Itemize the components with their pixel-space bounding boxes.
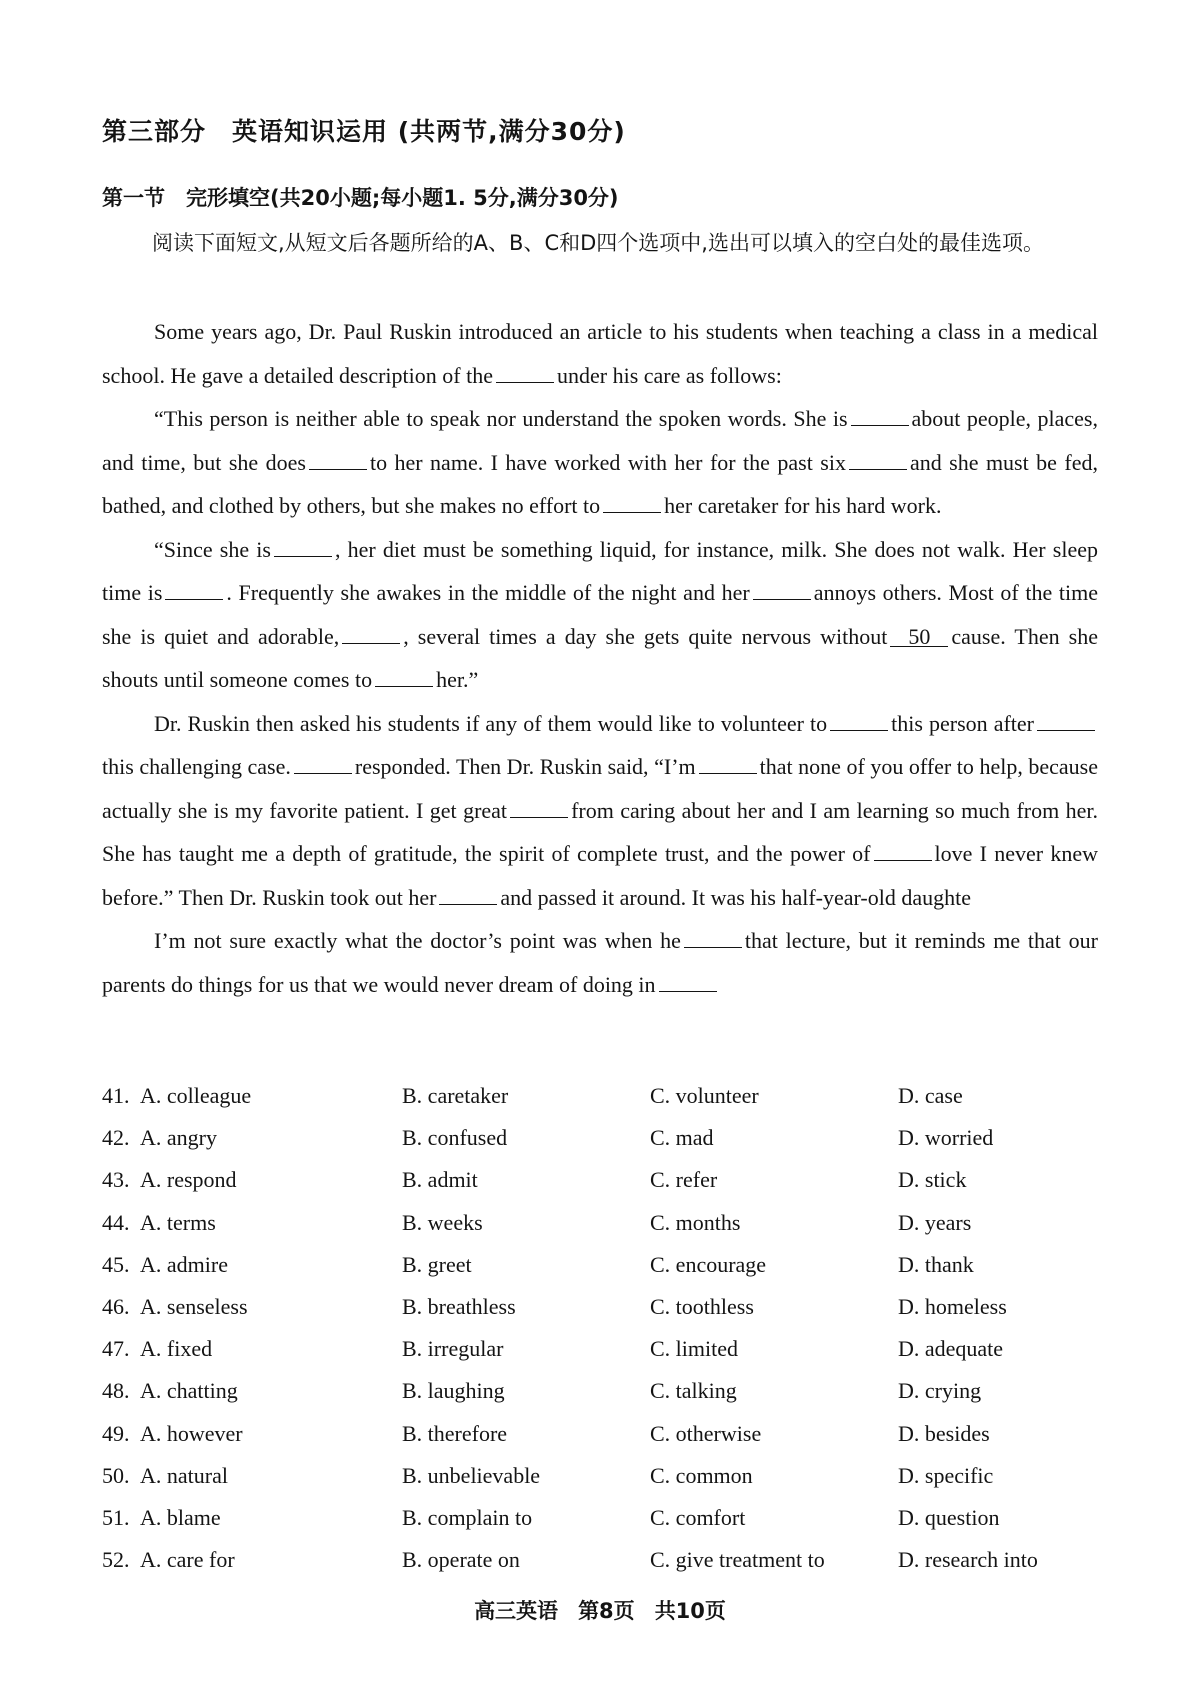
option-d: D. case xyxy=(898,1083,963,1108)
question-number: 48. xyxy=(102,1378,130,1404)
blank-53 xyxy=(1037,730,1095,731)
footer-page-number: 第8页 xyxy=(578,1599,635,1623)
footer-subject: 高三英语 xyxy=(474,1599,559,1623)
blank-55 xyxy=(699,773,757,774)
question-number: 45. xyxy=(102,1251,130,1277)
blank-50: 50 xyxy=(890,628,948,647)
blank-56 xyxy=(510,817,568,818)
option-b: B. complain to xyxy=(402,1504,533,1530)
option-b: B. caretaker xyxy=(402,1083,509,1108)
blank-48 xyxy=(753,599,811,600)
option-c: C. encourage xyxy=(650,1251,767,1277)
option-d: D. stick xyxy=(898,1167,967,1193)
blank-42 xyxy=(851,425,909,426)
passage-paragraph-1: Some years ago, Dr. Paul Ruskin introduced an article to his students when teaching a class in a medical school. He gave a detailed description of the under his care as follows: xyxy=(102,319,1098,388)
option-c: C. volunteer xyxy=(650,1083,759,1108)
options-list xyxy=(102,1083,1102,1589)
option-d: D. adequate xyxy=(898,1336,1004,1362)
option-b: B. admit xyxy=(402,1167,478,1193)
option-row-49 xyxy=(102,1421,1102,1463)
option-d: D. crying xyxy=(898,1378,982,1404)
option-a: A. however xyxy=(140,1420,243,1446)
option-c: C. limited xyxy=(650,1336,738,1362)
question-number: 49. xyxy=(102,1420,130,1446)
question-number: 42. xyxy=(102,1125,130,1151)
blank-45 xyxy=(603,512,661,513)
option-row-48 xyxy=(102,1378,1102,1420)
option-c: C. common xyxy=(650,1462,753,1488)
question-number: 46. xyxy=(102,1293,130,1319)
blank-58 xyxy=(439,904,497,905)
question-number: 50. xyxy=(102,1462,130,1488)
option-row-50 xyxy=(102,1463,1102,1505)
option-d: D. question xyxy=(898,1504,1000,1530)
blank-54 xyxy=(294,773,352,774)
option-d: D. thank xyxy=(898,1251,974,1277)
option-b: B. breathless xyxy=(402,1293,516,1319)
option-c: C. talking xyxy=(650,1378,737,1404)
blank-59 xyxy=(684,947,742,948)
passage-paragraph-5: I’m not sure exactly what the doctor’s point was when he that lecture, but it reminds me that our parents do things for us that we would never dream of doing in xyxy=(102,928,1098,997)
option-c: C. refer xyxy=(650,1167,718,1193)
option-d: D. besides xyxy=(898,1420,990,1446)
instructions: 阅读下面短文,从短文后各题所给的A、B、C和D四个选项中,选出可以填入的空白处的最佳选项。 xyxy=(152,231,1044,255)
option-row-41 xyxy=(102,1083,1102,1125)
option-a: A. care for xyxy=(140,1547,235,1573)
question-number: 43. xyxy=(102,1167,130,1193)
blank-43 xyxy=(309,469,367,470)
page-footer xyxy=(0,1595,1200,1625)
option-row-45 xyxy=(102,1252,1102,1294)
option-row-46 xyxy=(102,1294,1102,1336)
blank-60 xyxy=(659,991,717,992)
option-a: A. chatting xyxy=(140,1378,238,1404)
option-b: B. confused xyxy=(402,1125,508,1151)
option-a: A. respond xyxy=(140,1167,237,1193)
footer-total-pages: 共10页 xyxy=(654,1599,726,1623)
blank-52 xyxy=(830,730,888,731)
part-title: 第三部分 英语知识运用 (共两节,满分30分) xyxy=(102,117,626,146)
option-row-43 xyxy=(102,1167,1102,1209)
passage-paragraph-4: Dr. Ruskin then asked his students if any of them would like to volunteer to this person afterthis challenging case. responded. Then Dr. Ruskin said, “I’m that none of you offer to help, because actually she is my favorite patient. I get great from caring about her and I am learning so much from her. She has taught me a depth of gratitude, the spirit of complete trust, and the power of love I never knew before.” Then Dr. Ruskin took out her and passed it around. It was his half-year-old daughte xyxy=(102,710,1099,910)
option-row-44 xyxy=(102,1210,1102,1252)
passage-paragraph-2: “This person is neither able to speak nor understand the spoken words. She is about people, places, and time, but she does to her name. I have worked with her for the past six and she must be fed, bathed, and clothed by others, but she makes no effort to her caretaker for his hard work. xyxy=(102,406,1098,518)
option-b: B. weeks xyxy=(402,1209,483,1235)
option-a: A. admire xyxy=(140,1251,228,1277)
option-a: A. fixed xyxy=(140,1336,213,1362)
option-b: B. irregular xyxy=(402,1336,504,1362)
option-row-52 xyxy=(102,1547,1102,1589)
question-number: 51. xyxy=(102,1504,130,1530)
option-b: B. operate on xyxy=(402,1547,520,1573)
option-row-42 xyxy=(102,1125,1102,1167)
option-row-51 xyxy=(102,1505,1102,1547)
option-d: D. homeless xyxy=(898,1293,1007,1319)
blank-44 xyxy=(849,469,907,470)
blank-47 xyxy=(165,599,223,600)
blank-46 xyxy=(274,556,332,557)
option-c: C. mad xyxy=(650,1125,714,1151)
option-c: C. months xyxy=(650,1209,741,1235)
blank-49 xyxy=(342,643,400,644)
blank-41 xyxy=(496,382,554,383)
passage-paragraph-3: “Since she is , her diet must be something liquid, for instance, milk. She does not walk. Her sleep time is . Frequently she awakes in the middle of the night and her annoys others. Most of the time she is quiet and adorable, , several times a day she gets quite nervous without 50 cause. Then she shouts until someone comes to her.” xyxy=(102,536,1098,692)
cloze-passage xyxy=(102,310,1098,1006)
option-c: C. give treatment to xyxy=(650,1547,825,1573)
option-b: B. laughing xyxy=(402,1378,505,1404)
question-number: 52. xyxy=(102,1547,130,1573)
option-a: A. natural xyxy=(140,1462,228,1488)
option-row-47 xyxy=(102,1336,1102,1378)
option-a: A. colleague xyxy=(140,1083,252,1108)
option-a: A. blame xyxy=(140,1504,221,1530)
question-number: 41. xyxy=(102,1083,130,1108)
option-d: D. research into xyxy=(898,1547,1038,1573)
option-d: D. worried xyxy=(898,1125,994,1151)
option-a: A. angry xyxy=(140,1125,217,1151)
section-title: 第一节 完形填空(共20小题;每小题1. 5分,满分30分) xyxy=(102,186,619,210)
blank-51 xyxy=(375,686,433,687)
question-number: 44. xyxy=(102,1209,130,1235)
blank-57 xyxy=(874,860,932,861)
option-c: C. toothless xyxy=(650,1293,754,1319)
option-b: B. unbelievable xyxy=(402,1462,541,1488)
option-a: A. terms xyxy=(140,1209,216,1235)
option-b: B. therefore xyxy=(402,1420,508,1446)
option-c: C. otherwise xyxy=(650,1420,762,1446)
option-d: D. years xyxy=(898,1209,972,1235)
option-b: B. greet xyxy=(402,1251,472,1277)
question-number: 47. xyxy=(102,1336,130,1362)
option-c: C. comfort xyxy=(650,1504,746,1530)
option-d: D. specific xyxy=(898,1462,994,1488)
option-a: A. senseless xyxy=(140,1293,248,1319)
